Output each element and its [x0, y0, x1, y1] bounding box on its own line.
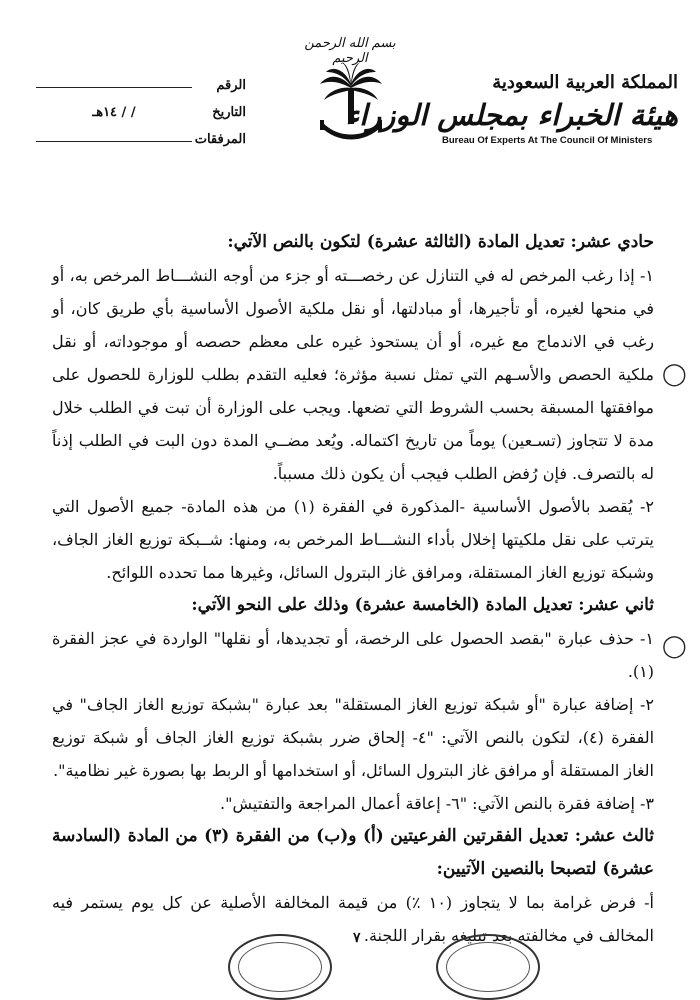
page-number: ٧ — [353, 930, 361, 946]
paragraph-11-2: ٢- يُقصد بالأصول الأساسية -المذكورة في الفقرة (١) من هذه المادة- جميع الأصول التي يترتب على نقل ملكيتها إخلال بأداء النشـــاط المرخص به، ومنها: شــبكة توزيع الغاز الجاف، وشبكة توزيع الغاز المستقلة، ومرافق غاز البترول السائل، وغيرها مما تحدده اللوائح. — [52, 497, 654, 582]
date-row — [36, 99, 246, 126]
official-seal-right — [436, 934, 540, 1000]
date-label: التاريخ — [212, 105, 246, 120]
document-body — [52, 226, 654, 952]
margin-mark-icon: ◯ — [662, 362, 687, 387]
section-heading-13: ثالث عشر: تعديل الفقرتين الفرعيتين (أ) و(ب) من الفقرة (٣) من المادة (السادسة عشرة) لتصبحا بالنصين الآتيين: — [52, 826, 654, 879]
margin-mark-icon: ◯ — [662, 634, 687, 659]
official-seal-left — [228, 934, 332, 1000]
paragraph-11-1: ١- إذا رغب المرخص له في التنازل عن رخصـــته أو جزء من أوجه النشـــاط المرخص به، أو في منحها لغيره، أو تأجيرها، أو مبادلتها، أو نقل ملكية الأصول الأساسية بأي طريق كان، أو رغب في الاندماج مع غيره، أو أن يستحوذ غيره على معظم حصصه أو موجوداته، أو نقل ملكية الحصص والأسـهم التي تمثل نسبة مؤثرة؛ فعليه التقدم بطلب للوزارة للحصول على موافقتها المسبقة بحسب الشروط التي تضعها. ويجب على الوزارة أن تبت في الطلب خلال مدة لا تتجاوز (تسـعين) يوماً من تاريخ اكتماله. ويُعد مضــي المدة دون البت في الطلب إذناً له بالتصرف. فإن رُفض الطلب فيجب أن يكون ذلك مسبباً. — [52, 266, 654, 483]
date-value: / / ١٤هـ — [92, 105, 136, 120]
number-line — [36, 86, 192, 88]
attachments-label: المرفقات — [194, 132, 246, 147]
paragraph-13-a: أ- فرض غرامة بما لا يتجاوز (١٠ ٪) من قيمة المخالفة الأصلية عن كل يوم يستمر فيه المخالف في مخالفته بعد تبليغه بقرار اللجنة. — [52, 893, 654, 945]
reference-fields — [36, 72, 246, 153]
kingdom-name: المملكة العربية السعودية — [492, 72, 678, 93]
paragraph-12-2: ٢- إضافة عبارة "أو شبكة توزيع الغاز المستقلة" بعد عبارة "بشبكة توزيع الغاز الجاف" في الفقرة (٤)، لتكون بالنص الآتي: "٤- إلحاق ضرر بشبكة توزيع الغاز الجاف أو شبكة توزيع الغاز المستقلة أو مرافق غاز البترول السائل، أو استخدامها أو الربط بها بصورة غير نظامية". — [52, 695, 655, 780]
bureau-name-english: Bureau Of Experts At The Council Of Ministers — [442, 135, 653, 146]
section-heading-11: حادي عشر: تعديل المادة (الثالثة عشرة) لتكون بالنص الآتي: — [227, 232, 654, 252]
organization-header — [345, 72, 678, 146]
attachments-line — [36, 140, 192, 142]
reference-number-row — [36, 72, 246, 99]
section-heading-12: ثاني عشر: تعديل المادة (الخامسة عشرة) وذلك على النحو الآتي: — [191, 595, 654, 615]
attachments-row — [36, 126, 246, 153]
number-label: الرقم — [216, 78, 246, 93]
paragraph-12-3: ٣- إضافة فقرة بالنص الآتي: "٦- إعاقة أعمال المراجعة والتفتيش". — [220, 794, 654, 813]
bureau-name-arabic: هيئة الخبراء بمجلس الوزراء — [345, 98, 678, 132]
paragraph-12-1: ١- حذف عبارة "بقصد الحصول على الرخصة، أو تجديدها، أو نقلها" الواردة في عجز الفقرة (١). — [52, 629, 654, 681]
basmala: بسم الله الرحمن الرحيم — [304, 36, 396, 66]
